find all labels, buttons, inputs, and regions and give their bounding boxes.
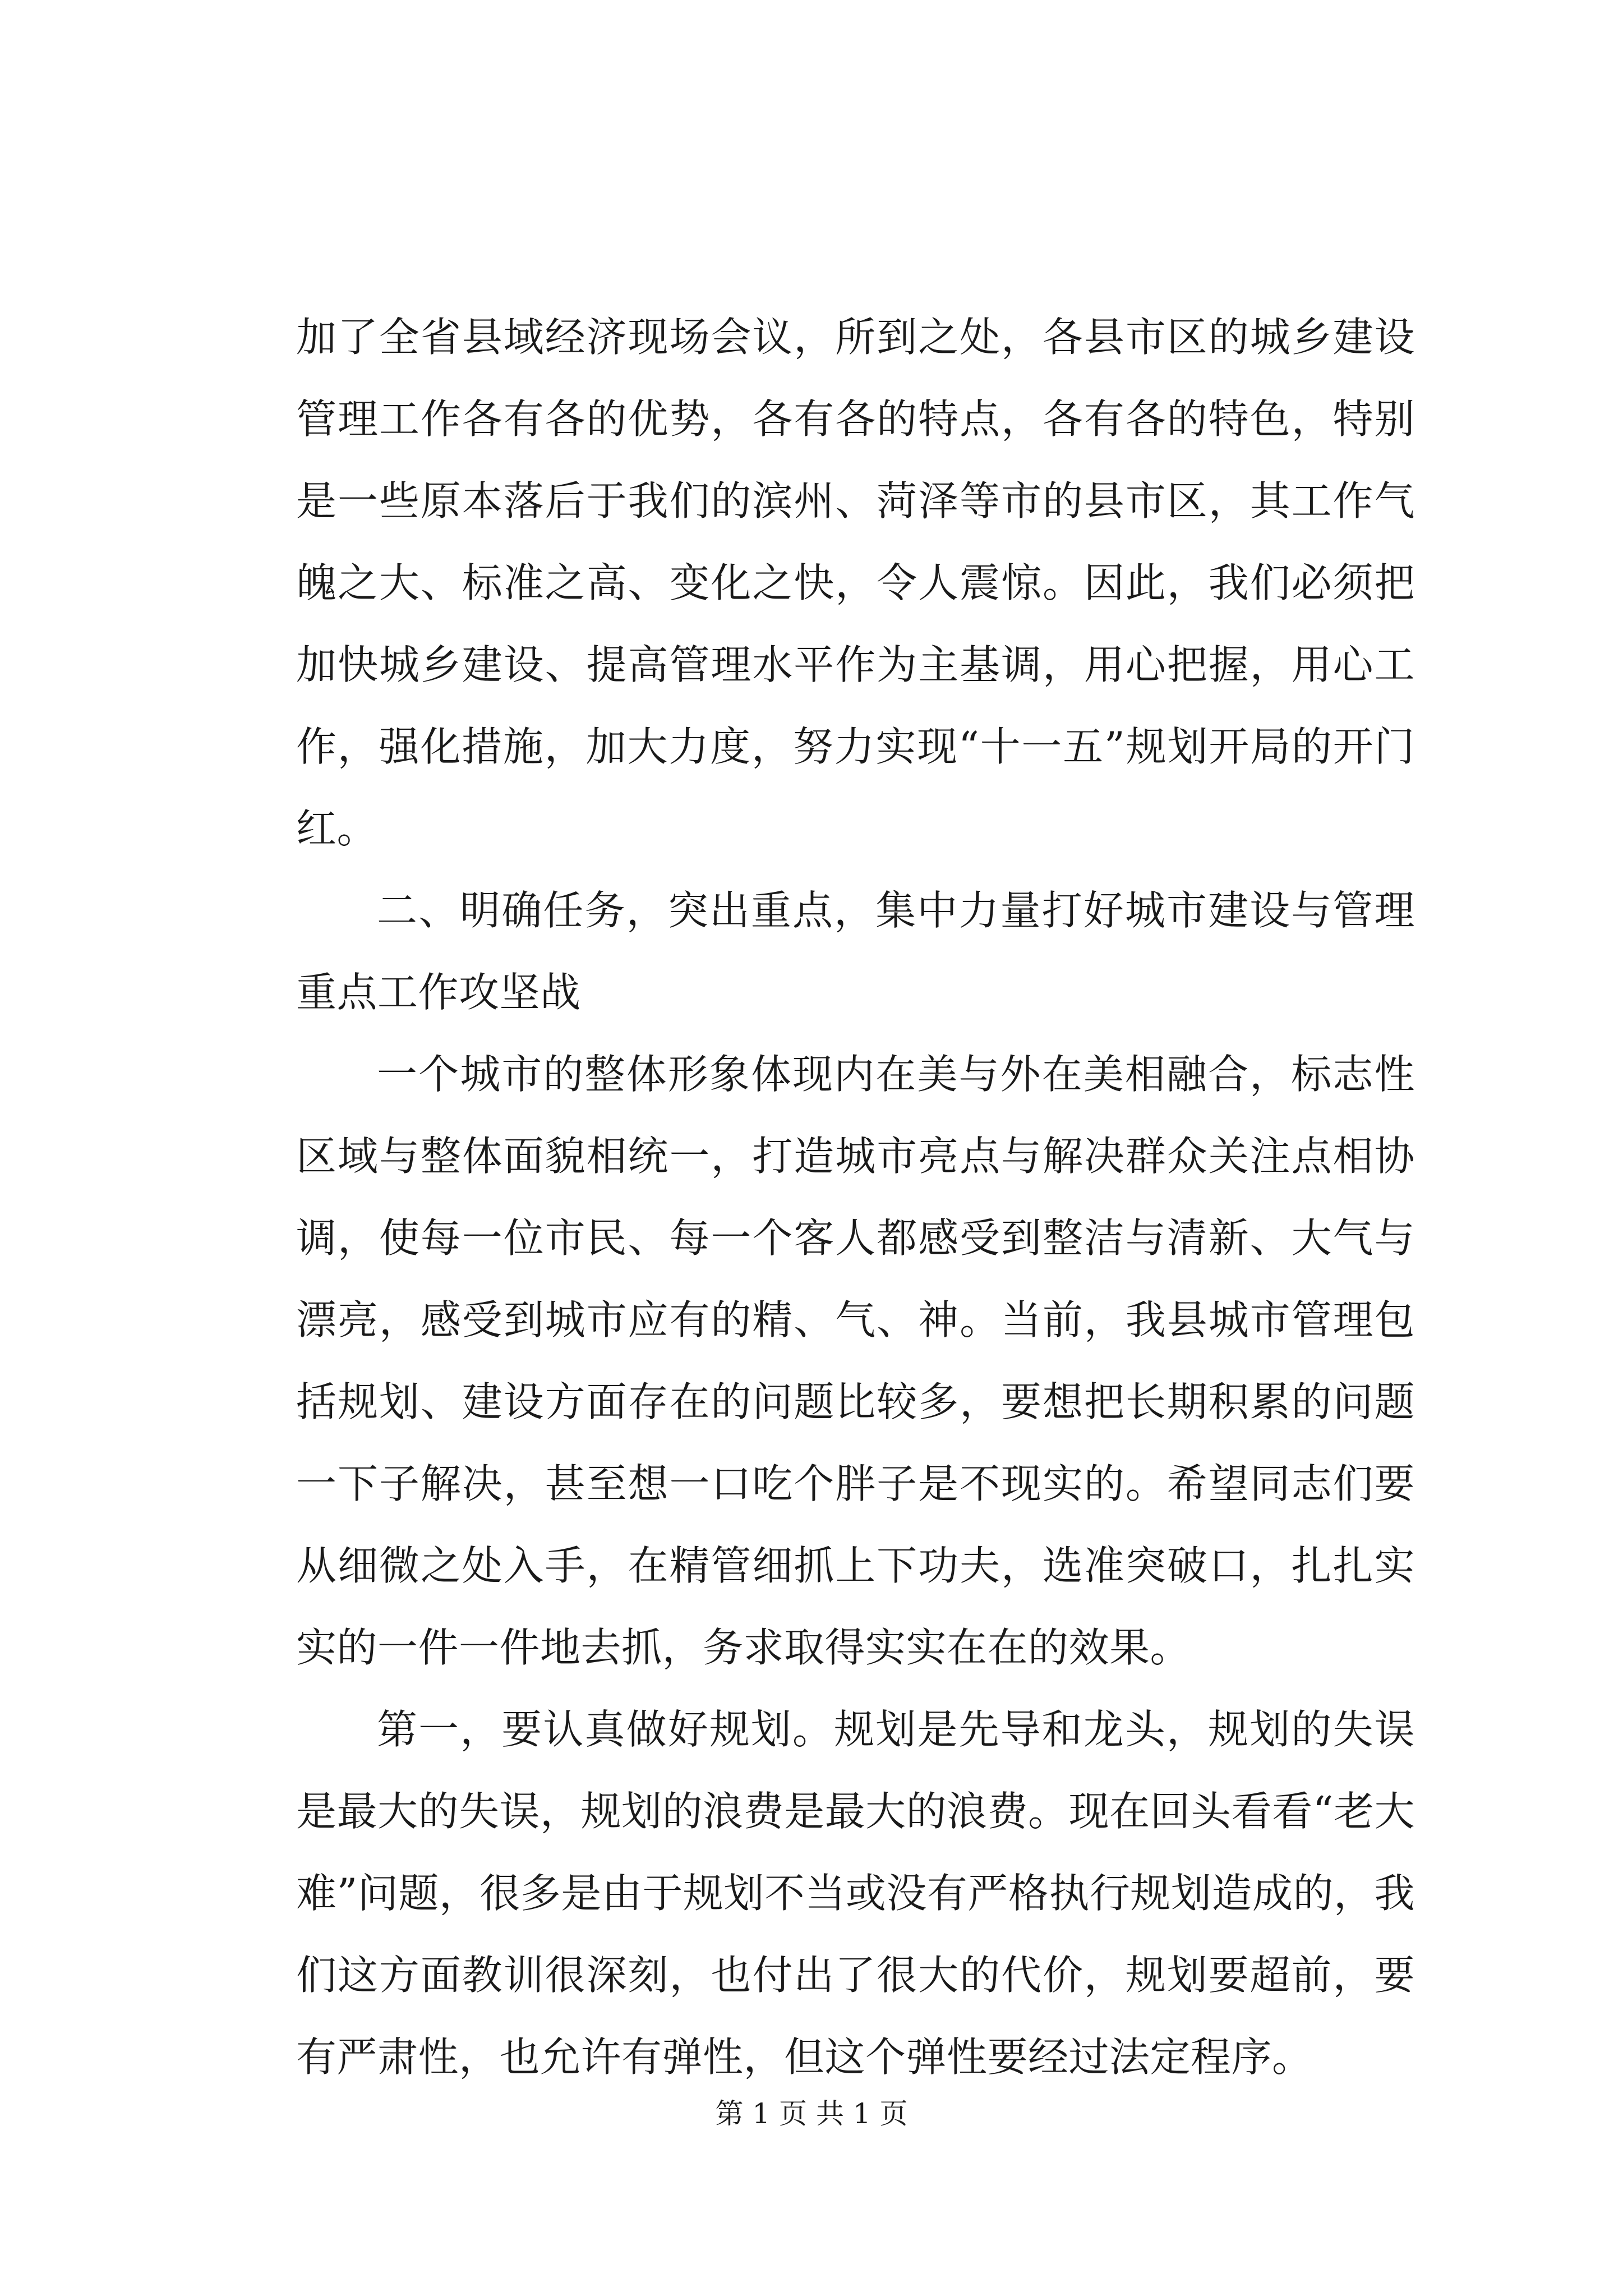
section-heading: 二、明确任务，突出重点，集中力量打好城市建设与管理重点工作攻坚战 bbox=[296, 887, 1415, 1016]
page-footer: 第 1 页 共 1 页 bbox=[715, 2097, 908, 2130]
paragraph-continuation: 加了全省县域经济现场会议，所到之处，各县市区的城乡建设管理工作各有各的优势，各有各的特点，各有各的特色，特别是一些原本落后于我们的滨州、菏泽等市的县市区，其工作气魄之大、标准之高、变化之快，令人震惊。因此，我们必须把加快城乡建设、提高管理水平作为主基调，用心把握，用心工作，强化措施，加大力度，努力实现“十一五”规划开局的开门红。 bbox=[296, 314, 1415, 852]
document-body bbox=[296, 296, 1415, 2098]
paragraph-planning: 第一，要认真做好规划。规划是先导和龙头，规划的失误是最大的失误，规划的浪费是最大的浪费。现在回头看看“老大难”问题，很多是由于规划不当或没有严格执行规划造成的，我们这方面教训很深刻，也付出了很大的代价，规划要超前，要有严肃性，也允许有弹性，但这个弹性要经过法定程序。 bbox=[296, 1706, 1415, 2081]
paragraph-city-image: 一个城市的整体形象体现内在美与外在美相融合，标志性区域与整体面貌相统一，打造城市亮点与解决群众关注点相协调，使每一位市民、每一个客人都感受到整洁与清新、大气与漂亮，感受到城市应有的精、气、神。当前，我县城市管理包括规划、建设方面存在的问题比较多，要想把长期积累的问题一下子解决，甚至想一口吃个胖子是不现实的。希望同志们要从细微之处入手，在精管细抓上下功夫，选准突破口，扎扎实实的一件一件地去抓，务求取得实实在在的效果。 bbox=[296, 1051, 1415, 1671]
